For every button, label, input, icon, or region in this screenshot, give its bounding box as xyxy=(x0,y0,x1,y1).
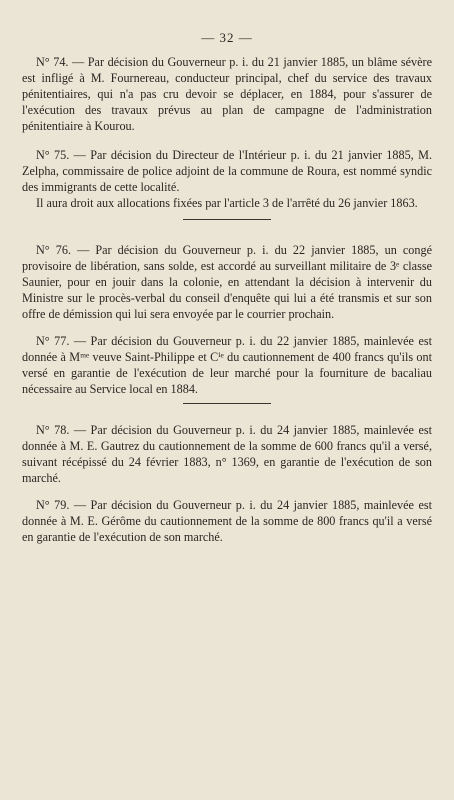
decision-76-text: N° 76. — Par décision du Gouverneur p. i. du 22 janvier 1885, un congé provisoire de libération, sans solde, est accordé au surveillant militaire de 3ᵉ classe Saunier, pour en jouir dans la colonie, en attendant la décision à intervenir du Ministre sur le procès-verbal du conseil d'enquête qui lui a été transmis et sur son offre de démission qui lui sera envoyée par le courrier prochain. xyxy=(22,243,432,321)
spacer xyxy=(22,134,432,147)
decision-77 xyxy=(22,333,432,397)
decision-78 xyxy=(22,422,432,486)
decision-75-text-continued: Il aura droit aux allocations fixées par l'article 3 de l'arrêté du 26 janvier 1863. xyxy=(36,196,418,210)
decision-78-text: N° 78. — Par décision du Gouverneur p. i. du 24 janvier 1885, mainlevée est donnée à M. E. Gautrez du cautionnement de la somme de 600 francs qu'il a versé, suivant récépissé du 24 février 1883, n° 1369, en garantie de l'exécution de son marché. xyxy=(22,423,432,485)
decision-75 xyxy=(22,147,432,211)
decision-74 xyxy=(22,54,432,134)
decision-76 xyxy=(22,242,432,322)
decision-74-text: N° 74. — Par décision du Gouverneur p. i. du 21 janvier 1885, un blâme sévère est infligé à M. Fournereau, conducteur principal, chef du service des travaux pénitentiaires, qui n'a pas cru devoir se déplacer, en 1884, pour s'assurer de l'exécution des travaux prévus au plan de campagne de l'administration pénitentiaire à Kourou. xyxy=(22,55,432,133)
decision-77-text: N° 77. — Par décision du Gouverneur p. i. du 22 janvier 1885, mainlevée est donnée à Mᵐᵉ veuve Saint-Philippe et Cⁱᵉ du cautionnement de 400 francs qu'ils ont versé en garantie de l'exécution de leur marché pour la fourniture de bacaliau nécessaire au Service local en 1884. xyxy=(22,334,432,396)
decision-79-text: N° 79. — Par décision du Gouverneur p. i. du 24 janvier 1885, mainlevée est donnée à M. E. Gérôme du cautionnement de la somme de 800 francs qu'il a versé en garantie de l'exécution de son marché. xyxy=(22,498,432,544)
decision-79 xyxy=(22,497,432,545)
spacer xyxy=(22,322,432,333)
section-divider xyxy=(183,219,271,220)
page-number: — 32 — xyxy=(201,30,253,45)
section-divider xyxy=(183,403,271,404)
spacer xyxy=(22,486,432,497)
decision-75-text: N° 75. — Par décision du Directeur de l'Intérieur p. i. du 21 janvier 1885, M. Zelpha, commissaire de police adjoint de la commune de Roura, est nommé syndic des immigrants de cette localité. xyxy=(22,148,432,194)
